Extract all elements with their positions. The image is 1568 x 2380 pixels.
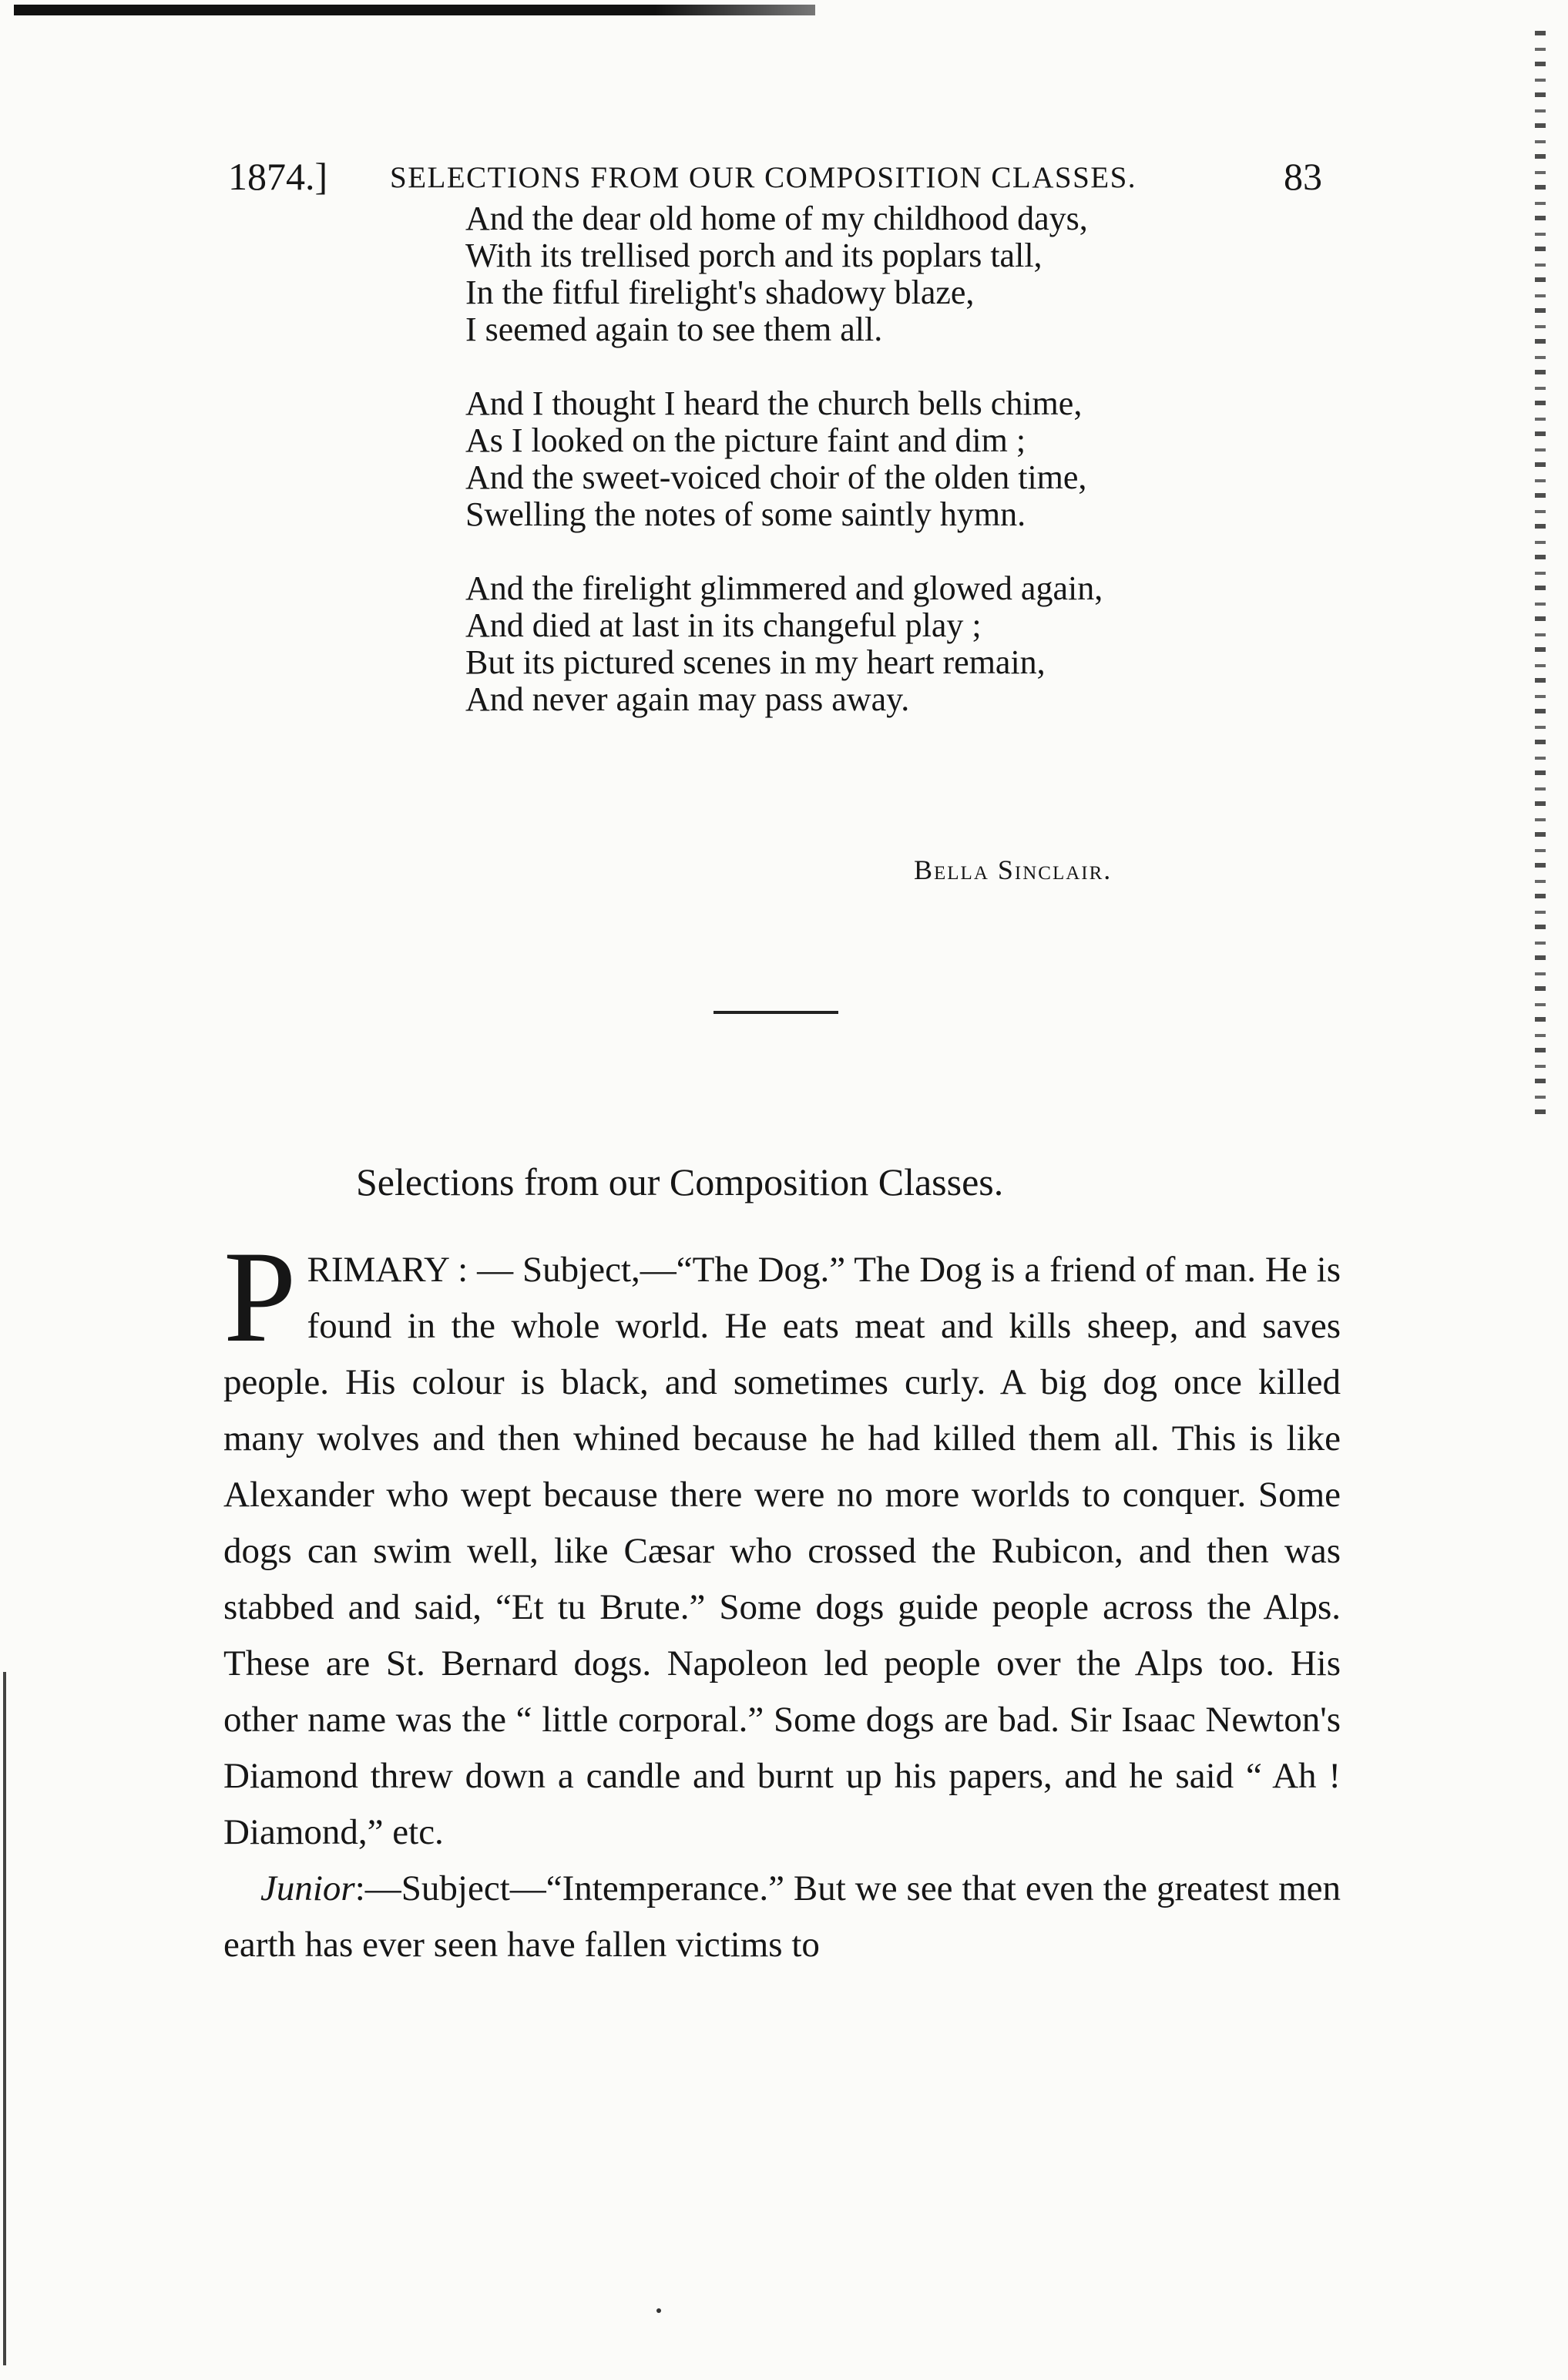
poem-stanza (465, 200, 1328, 348)
page-edge-shadow (1535, 31, 1546, 1125)
drop-cap: P (223, 1224, 297, 1369)
poem (465, 200, 1328, 755)
paragraph-junior-text: :—Subject—“Intemperance.” But we see that even the greatest men earth has ever seen have fallen victims to (223, 1868, 1341, 1965)
poem-line: As I looked on the picture faint and dim ; (465, 421, 1026, 459)
poem-stanza (465, 570, 1328, 718)
poem-author (914, 854, 1112, 886)
poem-stanza (465, 385, 1328, 533)
poem-line: And the sweet-voiced choir of the olden time, (465, 458, 1087, 496)
section-title: Selections from our Composition Classes. (356, 1160, 1004, 1203)
poem-line: But its pictured scenes in my heart remain, (465, 643, 1046, 681)
poem-line: And never again may pass away. (465, 680, 910, 718)
print-speck (656, 2308, 661, 2313)
poem-line: In the fitful firelight's shadowy blaze, (465, 274, 975, 311)
composition-text (223, 1224, 1341, 1973)
poem-line: And the dear old home of my childhood days, (465, 200, 1088, 237)
poem-line: With its trellised porch and its poplars tall, (465, 237, 1043, 274)
binding-edge (3, 1672, 6, 2365)
poem-line: And died at last in its changeful play ; (465, 606, 982, 644)
poem-line: I seemed again to see them all. (465, 311, 883, 348)
junior-label: Junior (260, 1868, 355, 1908)
running-head-year: 1874.] (228, 155, 328, 198)
section-divider (713, 1011, 838, 1014)
paragraph-primary (223, 1224, 1341, 1861)
poem-line: Swelling the notes of some saintly hymn. (465, 495, 1026, 533)
running-head-title: SELECTIONS FROM OUR COMPOSITION CLASSES. (390, 161, 1137, 194)
paragraph-primary-text: RIMARY : — Subject,—“The Dog.” The Dog is a friend of man. He is found in the whole world. He eats meat and kills sheep, and saves people. His colour is black, and sometimes curly. A big dog once killed many wolves and then whined because he had killed them all. This is like Alexander who wept because there were no more worlds to conquer. Some dogs can swim well, like Cæsar who crossed the Rubicon, and then was stabbed and said, “Et tu Brute.” Some dogs guide people across the Alps. These are St. Bernard dogs. Napoleon led people over the Alps too. His other name was the “ little corporal.” Some dogs are bad. Sir Isaac Newton's Diamond threw down a candle and burnt up his papers, and he said “ Ah ! Diamond,” etc. (223, 1250, 1341, 1852)
paragraph-junior (223, 1861, 1341, 1973)
top-rule (14, 5, 815, 15)
page-number: 83 (1284, 155, 1322, 198)
author-name: Bella Sinclair. (914, 854, 1113, 885)
poem-line: And I thought I heard the church bells chime, (465, 384, 1083, 422)
poem-line: And the firelight glimmered and glowed again, (465, 569, 1103, 607)
